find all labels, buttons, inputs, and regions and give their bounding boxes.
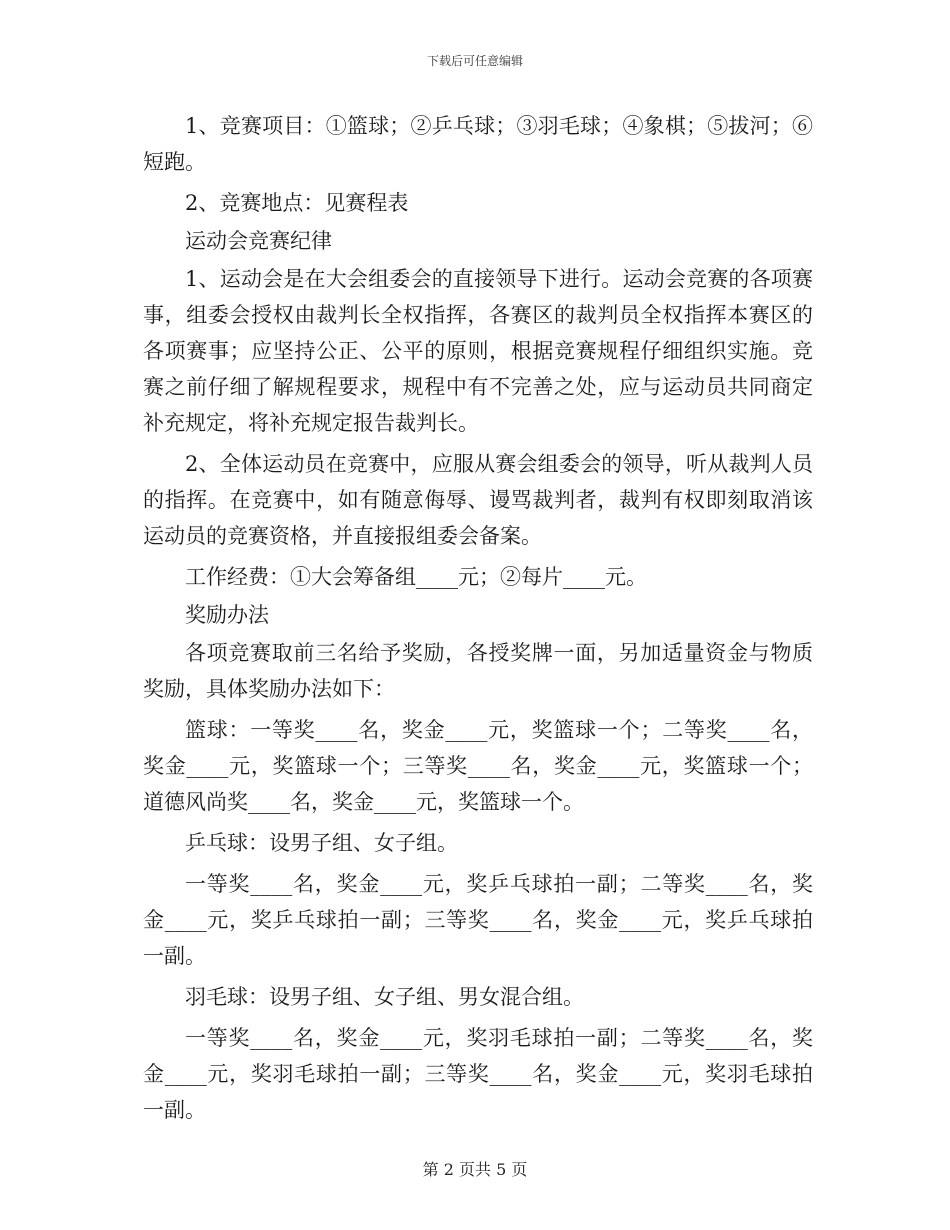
paragraph-discipline-2: 2、全体运动员在竞赛中，应服从赛会组委会的领导，听从裁判人员的指挥。在竞赛中，如有随意侮辱、谩骂裁判者，裁判有权即刻取消该运动员的竞赛资格，并直接报组委会备案。 <box>143 452 813 548</box>
page-footer: 第 2 页共 5 页 <box>422 1160 528 1179</box>
document-body <box>143 108 813 1133</box>
paragraph-badminton-groups: 羽毛球：设男子组、女子组、男女混合组。 <box>185 985 584 1009</box>
page-header: 下载后可任意编辑 <box>426 54 523 68</box>
paragraph-table-tennis-awards: 一等奖____名，奖金____元，奖乒乓球拍一副；二等奖____名，奖金____元，奖乒乓球拍一副；三等奖____名，奖金____元，奖乒乓球拍一副。 <box>143 872 813 968</box>
paragraph-discipline-1: 1、运动会是在大会组委会的直接领导下进行。运动会竞赛的各项赛事，组委会授权由裁判长全权指挥，各赛区的裁判员全权指挥本赛区的各项赛事；应坚持公正、公平的原则，根据竞赛规程仔细组织实施。竞赛之前仔细了解规程要求，规程中有不完善之处，应与运动员共同商定补充规定，将补充规定报告裁判长。 <box>143 267 813 435</box>
paragraph-competition-items: 1、竞赛项目：①篮球；②乒乓球；③羽毛球；④象棋；⑤拔河；⑥短跑。 <box>143 114 813 174</box>
section-heading-awards: 奖励办法 <box>185 603 269 627</box>
paragraph-competition-venue: 2、竞赛地点：见赛程表 <box>185 191 409 215</box>
paragraph-awards-intro: 各项竞赛取前三名给予奖励，各授奖牌一面，另加适量资金与物质奖励，具体奖励办法如下： <box>143 641 813 701</box>
paragraph-basketball-awards: 篮球：一等奖____名，奖金____元，奖篮球一个；二等奖____名，奖金____元，奖篮球一个；三等奖____名，奖金____元，奖篮球一个；道德风尚奖____名，奖金____元，奖篮球一个。 <box>143 718 813 814</box>
paragraph-table-tennis-groups: 乒乓球：设男子组、女子组。 <box>185 831 458 855</box>
paragraph-badminton-awards: 一等奖____名，奖金____元，奖羽毛球拍一副；二等奖____名，奖金____元，奖羽毛球拍一副；三等奖____名，奖金____元，奖羽毛球拍一副。 <box>143 1026 813 1122</box>
paragraph-work-funds: 工作经费：①大会筹备组____元；②每片____元。 <box>185 565 647 589</box>
section-heading-discipline: 运动会竞赛纪律 <box>185 229 332 253</box>
